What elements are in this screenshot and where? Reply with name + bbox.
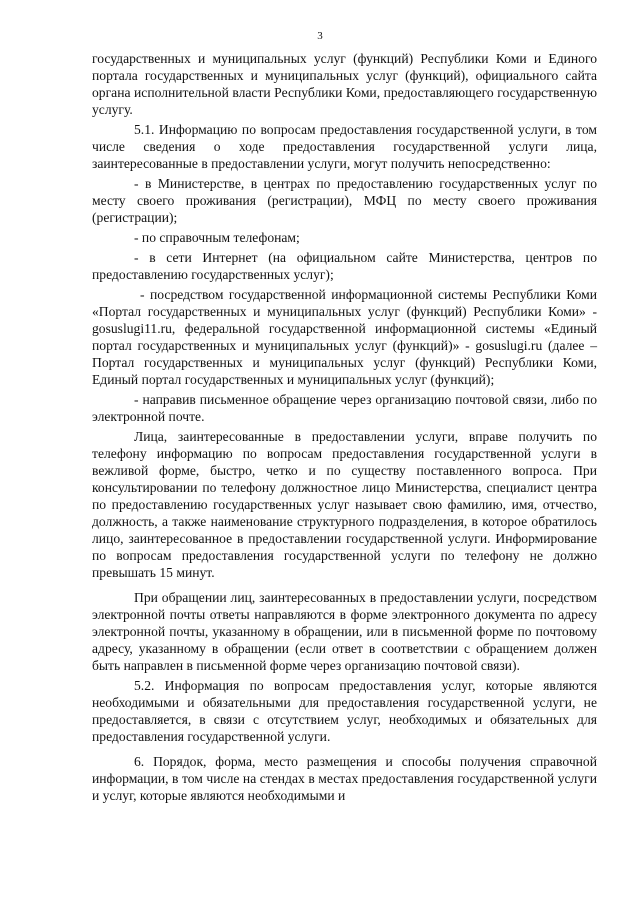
- paragraph-continuation: государственных и муниципальных услуг (функций) Республики Коми и Единого портала государственных и муниципальных услуг (функций), официального сайта органа исполнительной власти Республики Коми, предоставляющего государственную услугу.: [92, 51, 597, 117]
- list-item-ministry: - в Министерстве, в центрах по предоставлению государственных услуг по месту своего проживания (регистрации), МФЦ по месту своего проживания (регистрации);: [92, 176, 597, 225]
- list-item-portal: - посредством государственной информационной системы Республики Коми «Портал государственных и муниципальных услуг (функций) Республики Коми» - gosuslugi11.ru, федеральной государственной информационной системы «Единый портал государственных и муниципальных услуг (функций)» - gosuslugi.ru (далее – Портал государственных и муниципальных услуг (функций) Республики Коми, Единый портал государственных и муниципальных услуг (функций);: [92, 287, 597, 387]
- paragraph-5-2: 5.2. Информация по вопросам предоставления услуг, которые являются необходимыми и обязательными для предоставления государственной услуги, не предоставляется, в связи с отсутствием услуг, необходимых и обязательных для предоставления государственной услуги.: [92, 678, 597, 744]
- list-item-internet: - в сети Интернет (на официальном сайте Министерства, центров по предоставлению государственных услуг);: [92, 250, 597, 282]
- list-item-mail: - направив письменное обращение через организацию почтовой связи, либо по электронной почте.: [92, 392, 597, 424]
- paragraph-6: 6. Порядок, форма, место размещения и способы получения справочной информации, в том числе на стендах в местах предоставления государственной услуги и услуг, которые являются необходимыми и: [92, 754, 597, 803]
- document-body: [92, 50, 597, 804]
- list-item-phones: - по справочным телефонам;: [134, 230, 300, 245]
- paragraph-5-1: 5.1. Информацию по вопросам предоставления государственной услуги, в том числе сведения о ходе предоставления государственной услуги лица, заинтересованные в предоставлении услуги, могут получить непосредственно:: [92, 122, 597, 171]
- paragraph-email-info: При обращении лиц, заинтересованных в предоставлении услуги, посредством электронной почты ответы направляются в форме электронного документа по адресу электронной почты, указанному в обращении, или в письменной форме по почтовому адресу, указанному в обращении (если ответ в соответствии с обращением должен быть направлен в письменной форме через организацию почтовой связи).: [92, 590, 597, 673]
- paragraph-phone-info: Лица, заинтересованные в предоставлении услуги, вправе получить по телефону информацию по вопросам предоставления государственной услуги в вежливой форме, быстро, четко и по существу поставленного вопроса. При консультировании по телефону должностное лицо Министерства, специалист центра по предоставлению государственных услуг называет свою фамилию, имя, отчество, должность, а также наименование структурного подразделения, в которое обратилось лицо, заинтересованное в предоставлении государственной услуги. Информирование по вопросам предоставления государственной услуги по телефону не должно превышать 15 минут.: [92, 429, 597, 580]
- page-number: 3: [317, 30, 323, 42]
